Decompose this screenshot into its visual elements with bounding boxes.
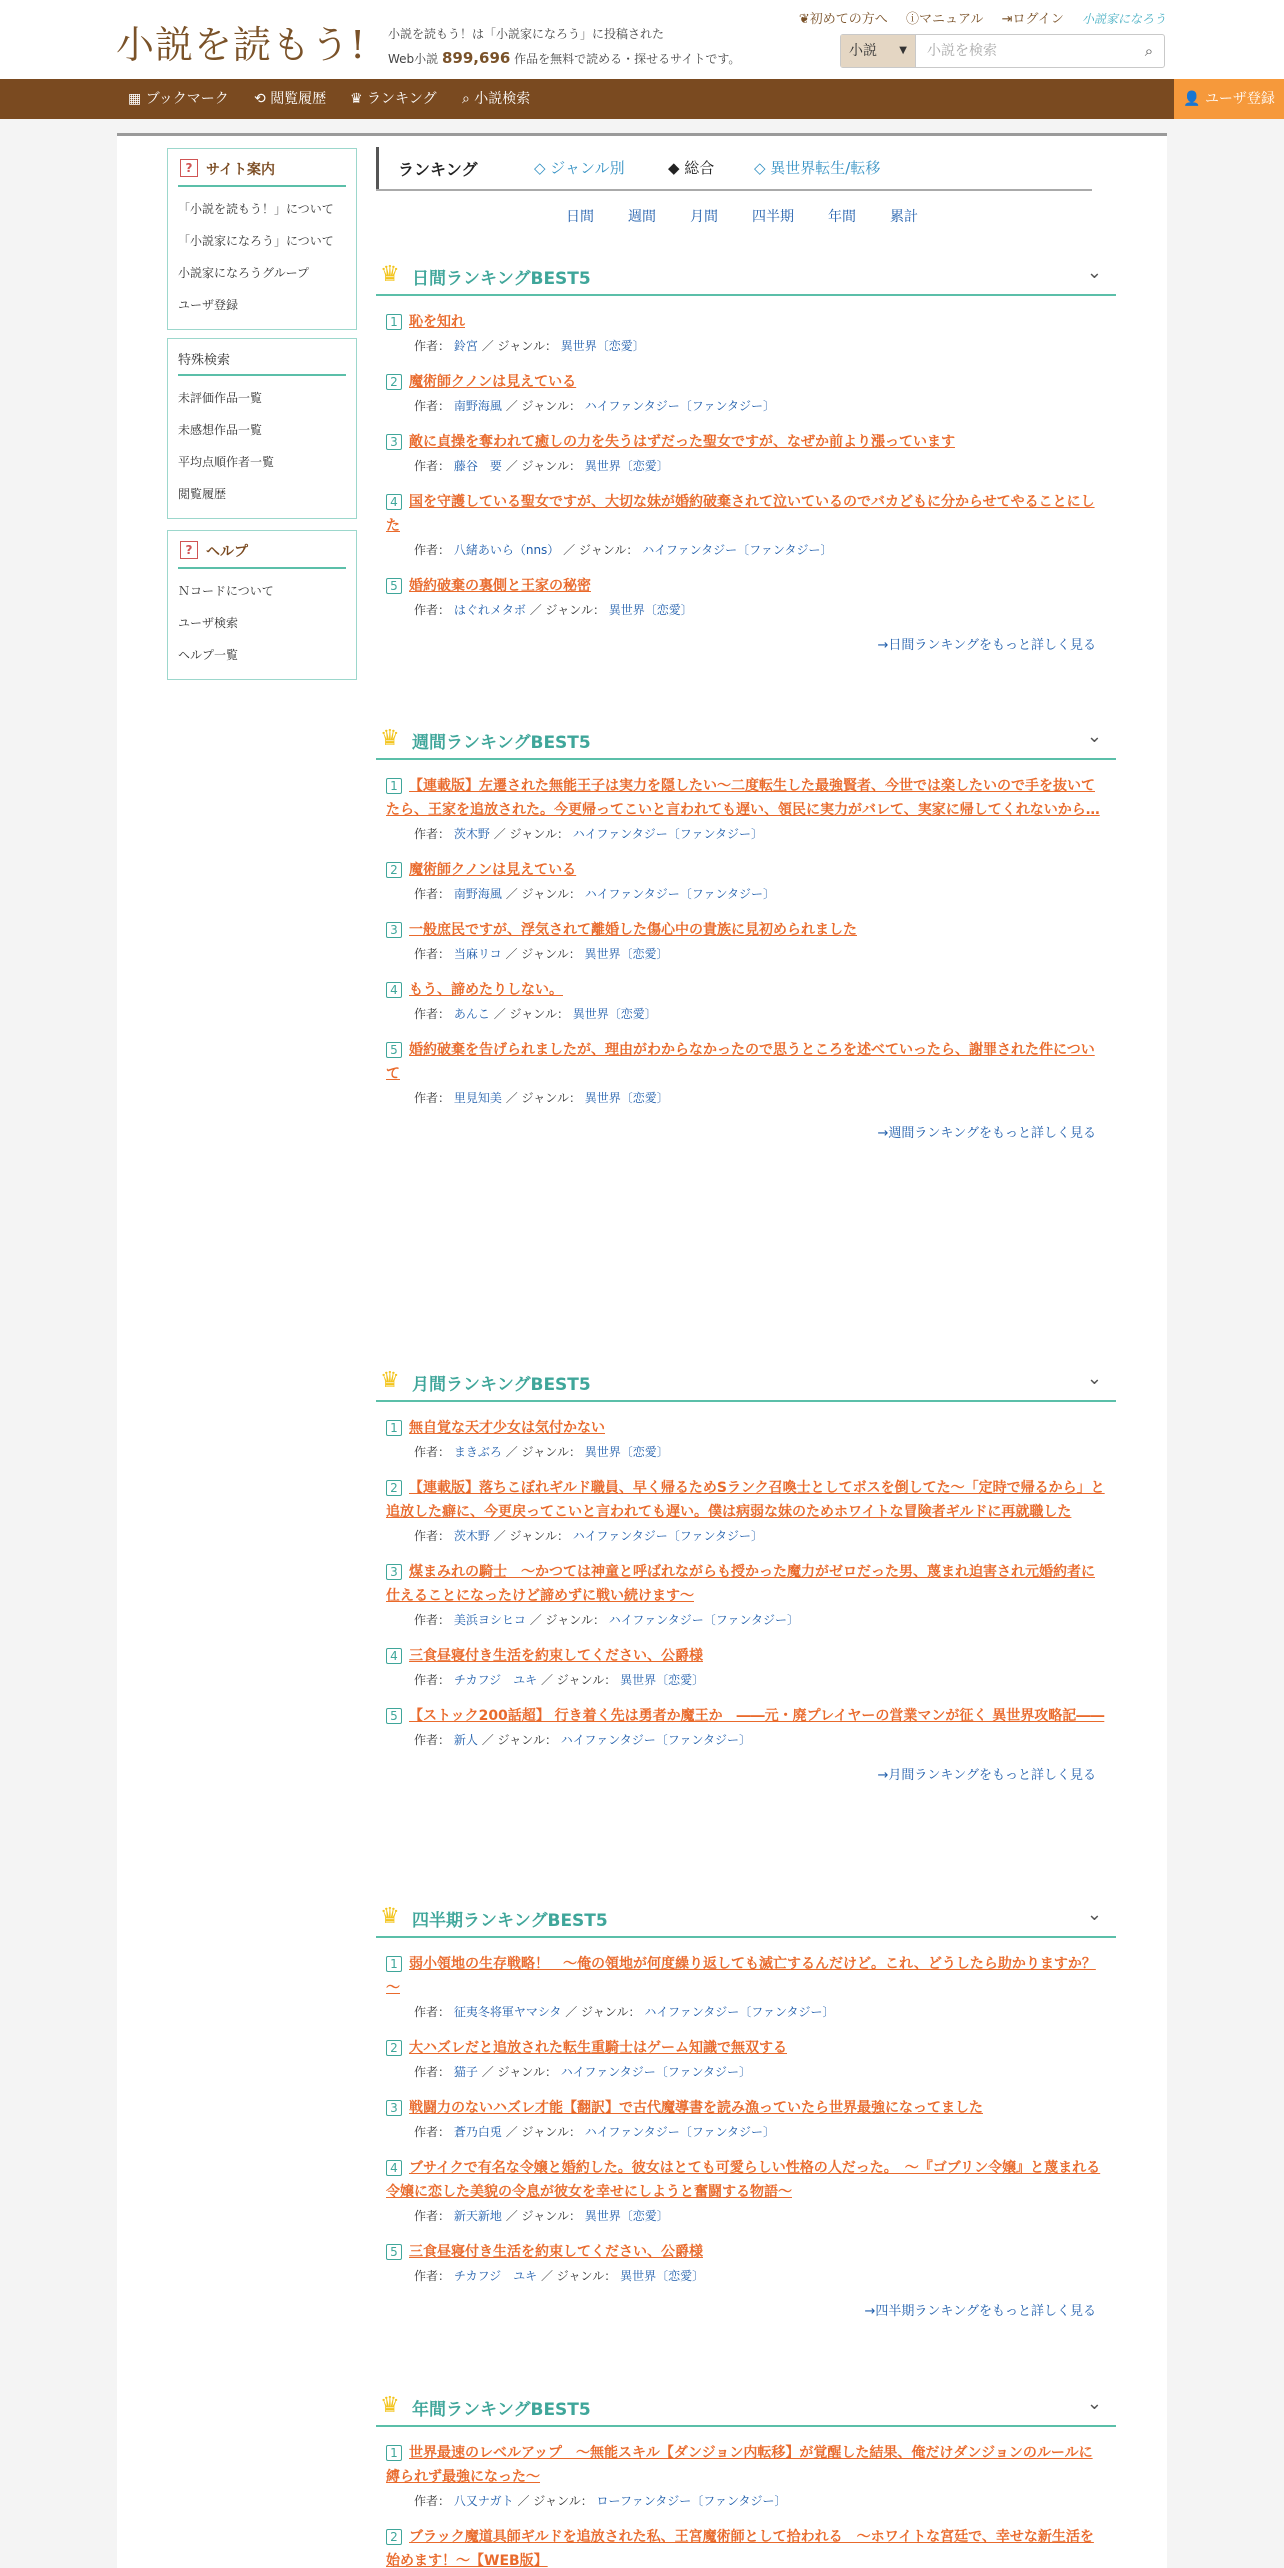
genre-label: ／ ジャンル： — [493, 827, 569, 841]
novel-title-link[interactable] — [386, 1416, 1106, 1440]
novel-title[interactable]: 三食昼寝付き生活を約束してください、公爵様 — [409, 1648, 703, 1664]
chevron-down-icon[interactable]: ⌄ — [1086, 262, 1102, 283]
crown-icon: ♛ — [380, 262, 400, 287]
login-link[interactable]: ⇥ログイン — [1001, 12, 1064, 27]
sidebar-title: 特殊検索 — [178, 339, 346, 376]
genre-label: ／ ジャンル： — [481, 339, 557, 353]
section-title: 月間ランキングBEST5 — [412, 1375, 591, 1395]
ranking-entry — [376, 2240, 1116, 2288]
period-total[interactable]: 累計 — [890, 209, 918, 225]
top-links — [785, 8, 1166, 27]
more-ranking-link[interactable]: →日間ランキングをもっと詳しく見る — [877, 638, 1096, 653]
ranking-entry — [376, 1560, 1116, 1632]
ranking-entry — [376, 310, 1116, 358]
author-label: 作者： — [414, 2269, 451, 2283]
author-link[interactable]: 茨木野 — [453, 1529, 490, 1543]
author-label: 作者： — [414, 2065, 451, 2079]
genre-label: ／ ジャンル： — [563, 543, 639, 557]
ranking-entry — [376, 490, 1116, 562]
entry-meta — [386, 882, 1106, 906]
genre-label: ／ ジャンル： — [493, 1529, 569, 1543]
ranking-entry — [376, 918, 1116, 966]
genre-link[interactable]: 異世界〔恋愛〕 — [560, 339, 645, 353]
tagline-line2 — [388, 46, 740, 71]
sidebar-item[interactable]: 未評価作品一覧 — [178, 391, 263, 405]
entry-meta — [386, 1608, 1106, 1632]
search-icon[interactable]: ⌕ — [1144, 42, 1154, 60]
sidebar-list — [168, 187, 356, 329]
entry-meta — [386, 942, 1106, 966]
ranking-entry — [376, 1952, 1116, 2024]
site-logo[interactable]: 小説を読もう! — [116, 23, 367, 67]
author-link[interactable]: 里見知美 — [453, 1091, 502, 1105]
genre-label: ／ ジャンル： — [517, 2494, 593, 2508]
author-label: 作者： — [414, 2125, 451, 2139]
author-link[interactable]: 当麻リコ — [453, 947, 502, 961]
genre-link[interactable]: ハイファンタジー〔ファンタジー〕 — [560, 1733, 751, 1747]
author-link[interactable]: まきぶろ — [453, 1445, 502, 1459]
rank-number: 4 — [386, 2160, 402, 2176]
ranking-entry — [376, 2525, 1116, 2568]
author-link[interactable]: 新天新地 — [453, 2209, 502, 2223]
sidebar-item[interactable]: 小説家になろうグループ — [178, 266, 310, 280]
novel-title[interactable]: 婚約破棄の裏側と王家の秘密 — [409, 578, 591, 594]
rank-number: 5 — [386, 1042, 402, 1058]
genre-link[interactable]: 異世界〔恋愛〕 — [584, 1091, 669, 1105]
author-label: 作者： — [414, 2005, 451, 2019]
author-link[interactable]: 八又ナガト — [453, 2494, 514, 2508]
section-header[interactable] — [376, 716, 1116, 760]
ranking-entry — [376, 858, 1116, 906]
author-label: 作者： — [414, 1613, 451, 1627]
novel-title-link[interactable] — [386, 1952, 1106, 2000]
novel-title-link[interactable] — [386, 2036, 1106, 2060]
rank-number: 4 — [386, 494, 402, 510]
author-link[interactable]: 藤谷 要 — [453, 459, 502, 473]
novel-count: 899,696 — [442, 49, 511, 67]
tab-overall[interactable]: ◆ 総合 — [668, 159, 715, 177]
genre-label: ／ ジャンル： — [505, 399, 581, 413]
user-icon: 👤 — [1183, 91, 1201, 107]
novel-title-link[interactable] — [386, 918, 1106, 942]
novel-title[interactable]: 煤まみれの騎士 ～かつては神童と呼ばれながらも授かった魔力がゼロだった男、蔑まれ迫害され元婚約者に仕えることになったけど諦めずに戦い続けます～ — [386, 1564, 1095, 1604]
entry-meta — [386, 598, 1106, 622]
entry-meta — [386, 334, 1106, 358]
author-label: 作者： — [414, 1673, 451, 1687]
novel-title-link[interactable] — [386, 490, 1106, 538]
period-quarterly[interactable]: 四半期 — [752, 209, 794, 225]
genre-label: ／ ジャンル： — [505, 887, 581, 901]
genre-link[interactable]: 異世界〔恋愛〕 — [620, 2269, 705, 2283]
chevron-down-icon[interactable]: ⌄ — [1086, 2393, 1102, 2414]
sidebar-title: ? ヘルプ — [178, 531, 346, 569]
entry-meta — [386, 1668, 1106, 1692]
section-header[interactable] — [376, 1894, 1116, 1938]
entry-meta — [386, 2489, 1106, 2513]
novel-title[interactable]: 【連載版】落ちこぼれギルド職員、早く帰るためSランク召喚士としてボスを倒してた～「定時で帰るから」と追放した癖に、今更戻ってこいと言われても遅い。僕は病弱な妹のためホワイトな冒険者ギルドに再就職した — [386, 1480, 1105, 1520]
ranking-section — [376, 252, 1116, 653]
genre-label: ／ ジャンル： — [505, 947, 581, 961]
novel-title-link[interactable] — [386, 1476, 1106, 1524]
author-label: 作者： — [414, 1007, 451, 1021]
search-input[interactable]: 小説を検索 — [927, 43, 997, 59]
rank-number: 2 — [386, 2040, 402, 2056]
rank-number: 4 — [386, 1648, 402, 1664]
tagline-line1: 小説を読もう！は「小説家になろう」に投稿された — [388, 27, 665, 41]
rank-number: 2 — [386, 374, 402, 390]
search-box — [840, 34, 1165, 68]
ranking-section — [376, 1358, 1116, 1783]
rank-number: 1 — [386, 314, 402, 330]
entry-meta — [386, 822, 1106, 846]
sidebar-title: ? サイト案内 — [178, 149, 346, 187]
author-label: 作者： — [414, 543, 451, 557]
novel-title-link[interactable] — [386, 1038, 1106, 1086]
novel-title-link[interactable] — [386, 1560, 1106, 1608]
novel-title[interactable]: 一般庶民ですが、浮気されて離婚した傷心中の貴族に見初められました — [409, 922, 857, 938]
rank-number: 5 — [386, 578, 402, 594]
entry-meta — [386, 1524, 1106, 1548]
ranking-tabs — [376, 147, 1092, 191]
ranking-section — [376, 1894, 1116, 2319]
novel-title[interactable]: 無自覚な天才少女は気付かない — [409, 1420, 605, 1436]
entry-meta — [386, 538, 1106, 562]
ranking-entry — [376, 2096, 1116, 2144]
genre-link[interactable]: 異世界〔恋愛〕 — [572, 1007, 657, 1021]
entry-meta — [386, 1440, 1106, 1464]
bookmark-icon: ▦ — [128, 91, 142, 107]
title-bar — [376, 147, 379, 189]
section-header[interactable] — [376, 2383, 1116, 2427]
genre-link[interactable]: ハイファンタジー〔ファンタジー〕 — [584, 2125, 775, 2139]
ranking-entry — [376, 1476, 1116, 1548]
entry-meta — [386, 1002, 1106, 1026]
author-label: 作者： — [414, 603, 451, 617]
rank-number: 1 — [386, 2445, 402, 2461]
rank-number: 3 — [386, 434, 402, 450]
chevron-down-icon: ▼ — [899, 45, 907, 56]
narou-brand-link[interactable]: 小説家になろう — [1081, 12, 1166, 26]
author-label: 作者： — [414, 2494, 451, 2508]
ranking-entry — [376, 774, 1116, 846]
manual-link[interactable]: ⓘマニュアル — [905, 12, 984, 27]
chevron-down-icon[interactable]: ⌄ — [1086, 726, 1102, 747]
author-label: 作者： — [414, 1733, 451, 1747]
novel-title[interactable]: 恥を知れ — [409, 314, 465, 330]
more-ranking-link[interactable]: →四半期ランキングをもっと詳しく見る — [864, 2304, 1096, 2319]
sidebar-item[interactable]: 未感想作品一覧 — [178, 423, 263, 437]
novel-title-link[interactable] — [386, 858, 1106, 882]
genre-link[interactable]: ハイファンタジー〔ファンタジー〕 — [572, 827, 763, 841]
genre-link[interactable]: ハイファンタジー〔ファンタジー〕 — [572, 1529, 763, 1543]
genre-label: ／ ジャンル： — [493, 1007, 569, 1021]
section-title: 年間ランキングBEST5 — [412, 2400, 591, 2420]
genre-link[interactable]: 異世界〔恋愛〕 — [584, 1445, 669, 1459]
entry-meta — [386, 2204, 1106, 2228]
genre-label: ／ ジャンル： — [505, 2209, 581, 2223]
sidebar-item[interactable]: ユーザ登録 — [178, 298, 239, 312]
ranking-entry — [376, 1416, 1116, 1464]
novel-title[interactable]: 世界最速のレベルアップ ～無能スキル【ダンジョン内転移】が覚醒した結果、俺だけダンジョンのルールに縛られず最強になった～ — [386, 2445, 1093, 2485]
rank-number: 3 — [386, 922, 402, 938]
search-type-select[interactable]: 小説 ▼ — [841, 35, 916, 67]
period-daily[interactable]: 日間 — [566, 209, 594, 225]
novel-title-link[interactable] — [386, 1704, 1106, 1728]
sidebar-item[interactable]: ヘルプ一覧 — [178, 648, 239, 662]
sidebar-item[interactable]: Ｎコードについて — [178, 584, 274, 598]
chevron-down-icon[interactable]: ⌄ — [1086, 1904, 1102, 1925]
tagline-suffix: 作品を無料で読める・探せるサイトです。 — [514, 52, 741, 66]
header — [0, 0, 1284, 79]
novel-title[interactable]: 国を守護している聖女ですが、大切な妹が婚約破棄されて泣いているのでバカどもに分からせてやることにした — [386, 494, 1095, 534]
history-icon: ⟲ — [254, 91, 266, 107]
author-link[interactable]: 鈴宮 — [453, 339, 478, 353]
novel-title[interactable]: 大ハズレだと追放された転生重騎士はゲーム知識で無双する — [409, 2040, 787, 2056]
ranking-entry — [376, 574, 1116, 622]
novel-title[interactable]: 【連載版】左遷された無能王子は実力を隠したい～二度転生した最強賢者、今世では楽したいので手を抜いてたら、王家を追放された。今更帰ってこいと言われても遅い、領民に実力がバレて、実家に帰してくれないから… — [386, 778, 1100, 818]
author-label: 作者： — [414, 947, 451, 961]
genre-label: ／ ジャンル： — [540, 1673, 617, 1687]
genre-label: ／ ジャンル： — [505, 1091, 581, 1105]
help-icon: ? — [180, 159, 198, 177]
rank-number: 4 — [386, 982, 402, 998]
author-link[interactable]: チカフジ ユキ — [453, 2269, 538, 2283]
sidebar-list — [168, 569, 356, 679]
genre-link[interactable]: ローファンタジー〔ファンタジー〕 — [596, 2494, 787, 2508]
novel-title[interactable]: もう、諦めたりしない。 — [409, 982, 563, 998]
novel-title-link[interactable] — [386, 2096, 1106, 2120]
author-link[interactable]: はぐれメタボ — [453, 603, 526, 617]
novel-title-link[interactable] — [386, 310, 1106, 334]
entry-meta — [386, 2120, 1106, 2144]
author-link[interactable]: あんこ — [453, 1007, 490, 1021]
rank-number: 2 — [386, 862, 402, 878]
novel-title[interactable]: 婚約破棄を告げられましたが、理由がわからなかったので思うところを述べていったら、謝罪された件について — [386, 1042, 1095, 1082]
crown-icon: ♛ — [380, 2393, 400, 2418]
tagline-prefix: Web小説 — [388, 52, 439, 66]
genre-label: ／ ジャンル： — [529, 603, 605, 617]
ranking-entry — [376, 430, 1116, 478]
novel-title[interactable]: ブサイクで有名な令嬢と婚約した。彼女はとても可愛らしい性格の人だった。 ～『ゴブリン令嬢』と蔑まれる令嬢に恋した美貌の令息が彼女を幸せにしようと奮闘する物語～ — [386, 2160, 1101, 2200]
ranking-entry — [376, 2036, 1116, 2084]
ranking-entry — [376, 1038, 1116, 1110]
crown-icon: ♛ — [380, 1904, 400, 1929]
genre-label: ／ ジャンル： — [529, 1613, 605, 1627]
author-label: 作者： — [414, 339, 451, 353]
author-link[interactable]: 征夷冬将軍ヤマシタ — [453, 2005, 562, 2019]
ranking-entry — [376, 978, 1116, 1026]
nav-search[interactable]: ⌕ 小説検索 — [462, 91, 531, 107]
rank-number: 2 — [386, 2529, 402, 2545]
ranking-entry — [376, 370, 1116, 418]
genre-label: ／ ジャンル： — [481, 2065, 557, 2079]
novel-title[interactable]: 【ストック200話超】 行き着く先は勇者か魔王か ――元・廃プレイヤーの営業マンが征く 異世界攻略記―― — [409, 1708, 1105, 1724]
novel-title-link[interactable] — [386, 2156, 1106, 2204]
author-label: 作者： — [414, 399, 451, 413]
genre-link[interactable]: 異世界〔恋愛〕 — [620, 1673, 705, 1687]
genre-label: ／ ジャンル： — [505, 2125, 581, 2139]
sidebar-item[interactable]: 閲覧履歴 — [178, 487, 227, 501]
novel-title-link[interactable] — [386, 2240, 1106, 2264]
sidebar-site-guide — [167, 148, 357, 330]
ranking-section — [376, 716, 1116, 1141]
genre-link[interactable]: 異世界〔恋愛〕 — [584, 947, 669, 961]
entry-meta — [386, 454, 1106, 478]
genre-label: ／ ジャンル： — [565, 2005, 641, 2019]
section-header[interactable] — [376, 1358, 1116, 1402]
sidebar-list — [168, 376, 356, 518]
novel-title[interactable]: 三食昼寝付き生活を約束してください、公爵様 — [409, 2244, 703, 2260]
ranking-section — [376, 2383, 1116, 2568]
novel-title-link[interactable] — [386, 2441, 1106, 2489]
author-label: 作者： — [414, 1529, 451, 1543]
author-label: 作者： — [414, 887, 451, 901]
crown-icon: ♛ — [380, 1368, 400, 1393]
author-label: 作者： — [414, 1091, 451, 1105]
genre-link[interactable]: ハイファンタジー〔ファンタジー〕 — [642, 543, 833, 557]
nav-bookmark[interactable]: ▦ ブックマーク — [128, 91, 229, 107]
novel-title-link[interactable] — [386, 430, 1106, 454]
rank-number: 3 — [386, 2100, 402, 2116]
genre-label: ／ ジャンル： — [505, 459, 581, 473]
genre-link[interactable]: 異世界〔恋愛〕 — [584, 2209, 669, 2223]
nav-history[interactable]: ⟲ 閲覧履歴 — [254, 91, 327, 107]
section-title: 週間ランキングBEST5 — [412, 733, 591, 753]
sidebar-item[interactable]: 「小説を読もう！」について — [178, 202, 334, 216]
novel-title[interactable]: ブラック魔道具師ギルドを追放された私、王宮魔術師として拾われる ～ホワイトな宮廷で、幸せな新生活を始めます！～【WEB版】 — [386, 2529, 1094, 2568]
period-yearly[interactable]: 年間 — [828, 209, 856, 225]
nav-ranking[interactable]: ♛ ランキング — [350, 91, 437, 107]
section-header[interactable] — [376, 252, 1116, 296]
sidebar-item[interactable]: 「小説家になろう」について — [178, 234, 334, 248]
genre-link[interactable]: 異世界〔恋愛〕 — [608, 603, 693, 617]
genre-link[interactable]: ハイファンタジー〔ファンタジー〕 — [644, 2005, 835, 2019]
sidebar-item[interactable]: ユーザ検索 — [178, 616, 239, 630]
ranking-entry — [376, 2441, 1116, 2513]
author-link[interactable]: 南野海風 — [453, 399, 502, 413]
more-ranking-link[interactable]: →月間ランキングをもっと詳しく見る — [877, 1768, 1096, 1783]
period-weekly[interactable]: 週間 — [628, 209, 656, 225]
author-link[interactable]: 茨木野 — [453, 827, 490, 841]
help-icon: ? — [180, 541, 198, 559]
ranking-entry — [376, 1704, 1116, 1752]
ranking-entry — [376, 1644, 1116, 1692]
author-link[interactable]: 猫子 — [453, 2065, 478, 2079]
rank-number: 5 — [386, 2244, 402, 2260]
genre-label: ／ ジャンル： — [481, 1733, 557, 1747]
author-label: 作者： — [414, 2209, 451, 2223]
rank-number: 1 — [386, 1956, 402, 1972]
novel-title-link[interactable] — [386, 2525, 1106, 2568]
author-label: 作者： — [414, 827, 451, 841]
novel-title-link[interactable] — [386, 978, 1106, 1002]
genre-label: ／ ジャンル： — [540, 2269, 617, 2283]
entry-meta — [386, 394, 1106, 418]
genre-link[interactable]: ハイファンタジー〔ファンタジー〕 — [560, 2065, 751, 2079]
novel-title-link[interactable] — [386, 370, 1106, 394]
tab-genre[interactable]: ◇ ジャンル別 — [534, 159, 625, 177]
genre-link[interactable]: ハイファンタジー〔ファンタジー〕 — [608, 1613, 799, 1627]
novel-title-link[interactable] — [386, 1644, 1106, 1668]
entry-meta — [386, 2060, 1106, 2084]
author-label: 作者： — [414, 1445, 451, 1459]
genre-link[interactable]: 異世界〔恋愛〕 — [584, 459, 669, 473]
author-link[interactable]: 八緒あいら（nns） — [453, 543, 560, 557]
entry-meta — [386, 2264, 1106, 2288]
beginner-link[interactable]: ❦初めての方へ — [798, 12, 888, 27]
rank-number: 5 — [386, 1708, 402, 1724]
novel-title[interactable]: 戦闘力のないハズレ才能【翻訳】で古代魔導書を読み漁っていたら世界最強になってました — [409, 2100, 983, 2116]
author-link[interactable]: 南野海風 — [453, 887, 502, 901]
novel-title-link[interactable] — [386, 574, 1106, 598]
main-nav — [0, 79, 1284, 119]
rank-number: 1 — [386, 1420, 402, 1436]
section-title: 四半期ランキングBEST5 — [412, 1911, 608, 1931]
novel-title[interactable]: 魔術師クノンは見えている — [409, 862, 577, 878]
novel-title[interactable]: 弱小領地の生存戦略！ ～俺の領地が何度繰り返しても滅亡するんだけど。これ、どうしたら助かりますか？～ — [386, 1956, 1096, 1996]
sidebar-help — [167, 530, 357, 680]
genre-link[interactable]: ハイファンタジー〔ファンタジー〕 — [584, 399, 775, 413]
entry-meta — [386, 1728, 1106, 1752]
section-title: 日間ランキングBEST5 — [412, 269, 591, 289]
period-monthly[interactable]: 月間 — [690, 209, 718, 225]
novel-title[interactable]: 敵に貞操を奪われて癒しの力を失うはずだった聖女ですが、なぜか前より漲っています — [409, 434, 955, 450]
page-title: ランキング — [398, 160, 478, 179]
crown-icon: ♛ — [350, 91, 363, 107]
genre-link[interactable]: ハイファンタジー〔ファンタジー〕 — [584, 887, 775, 901]
author-link[interactable]: チカフジ ユキ — [453, 1673, 538, 1687]
sidebar-item[interactable]: 平均点順作者一覧 — [178, 455, 275, 469]
sidebar-special-search — [167, 338, 357, 519]
entry-meta — [386, 1086, 1106, 1110]
search-icon: ⌕ — [462, 91, 470, 107]
user-register-button[interactable]: 👤 ユーザ登録 — [1174, 79, 1284, 119]
author-link[interactable]: 新人 — [453, 1733, 478, 1747]
author-label: 作者： — [414, 459, 451, 473]
novel-title[interactable]: 魔術師クノンは見えている — [409, 374, 577, 390]
tab-isekai[interactable]: ◇ 異世界転生/転移 — [754, 159, 881, 177]
novel-title-link[interactable] — [386, 774, 1106, 822]
author-link[interactable]: 美浜ヨシヒコ — [453, 1613, 526, 1627]
genre-label: ／ ジャンル： — [505, 1445, 581, 1459]
chevron-down-icon[interactable]: ⌄ — [1086, 1368, 1102, 1389]
rank-number: 2 — [386, 1480, 402, 1496]
crown-icon: ♛ — [380, 726, 400, 751]
ranking-entry — [376, 2156, 1116, 2228]
tagline — [388, 22, 740, 71]
entry-meta — [386, 2000, 1106, 2024]
rank-number: 1 — [386, 778, 402, 794]
rank-number: 3 — [386, 1564, 402, 1580]
author-link[interactable]: 蒼乃白兎 — [453, 2125, 502, 2139]
more-ranking-link[interactable]: →週間ランキングをもっと詳しく見る — [877, 1126, 1096, 1141]
